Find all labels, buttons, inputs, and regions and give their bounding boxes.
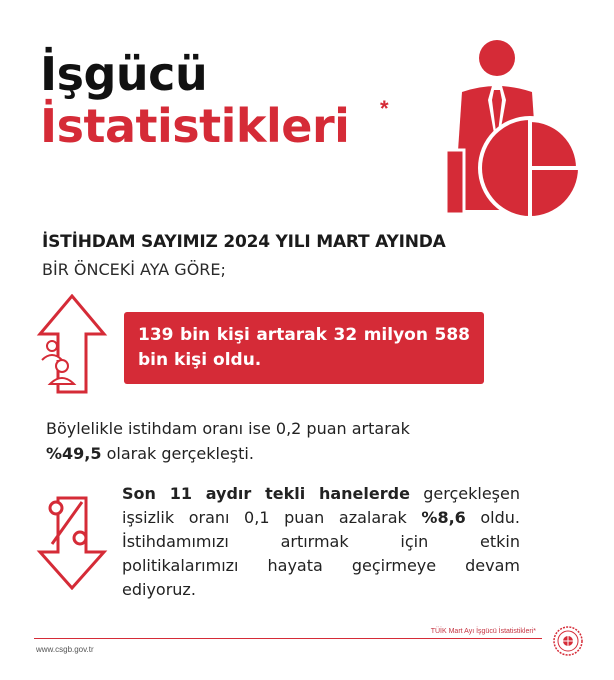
section-subheading: BİR ÖNCEKİ AYA GÖRE; <box>42 260 226 279</box>
unemployment-bold-start: Son 11 aydır tekli hanelerde <box>122 484 410 503</box>
worker-chart-icon <box>440 40 580 220</box>
title-line-2: İstatistikleri <box>40 99 350 153</box>
percent-arrow-down-icon <box>36 494 108 590</box>
employment-rate-paragraph <box>46 416 476 466</box>
unemployment-text-1: gerçekleşen işsizlik oranı 0,1 puan azalarak <box>122 484 520 527</box>
arrow-up-people-icon <box>36 294 108 394</box>
employment-rate-text: Böylelikle istihdam oranı ise 0,2 puan artarak <box>46 419 410 438</box>
footer-url[interactable]: www.csgb.gov.tr <box>36 645 94 654</box>
unemployment-line-3: İstihdamımızı artırmak için etkin <box>122 532 520 551</box>
page-title <box>40 48 349 152</box>
section-heading: İSTİHDAM SAYIMIZ 2024 YILI MART AYINDA <box>42 232 446 252</box>
ministry-seal-icon <box>553 626 583 656</box>
title-asterisk: * <box>380 96 389 121</box>
footer-divider <box>34 638 542 639</box>
employment-rate-value: %49,5 <box>46 444 102 463</box>
unemployment-line-4: politikalarımızı hayata geçirmeye devam <box>122 556 520 575</box>
unemployment-line-1 <box>122 482 520 530</box>
employment-rate-text-end: olarak gerçekleşti. <box>106 444 254 463</box>
unemployment-paragraph <box>122 482 520 602</box>
unemployment-text-2: oldu. <box>480 508 520 527</box>
title-line-1: İşgücü <box>40 47 208 101</box>
unemployment-value: %8,6 <box>421 508 466 527</box>
footer-source: TÜİK Mart Ayı İşgücü İstatistikleri* <box>430 628 536 635</box>
unemployment-line-5: ediyoruz. <box>122 580 196 599</box>
highlight-box: 139 bin kişi artarak 32 milyon 588 bin kişi oldu. <box>124 312 484 384</box>
